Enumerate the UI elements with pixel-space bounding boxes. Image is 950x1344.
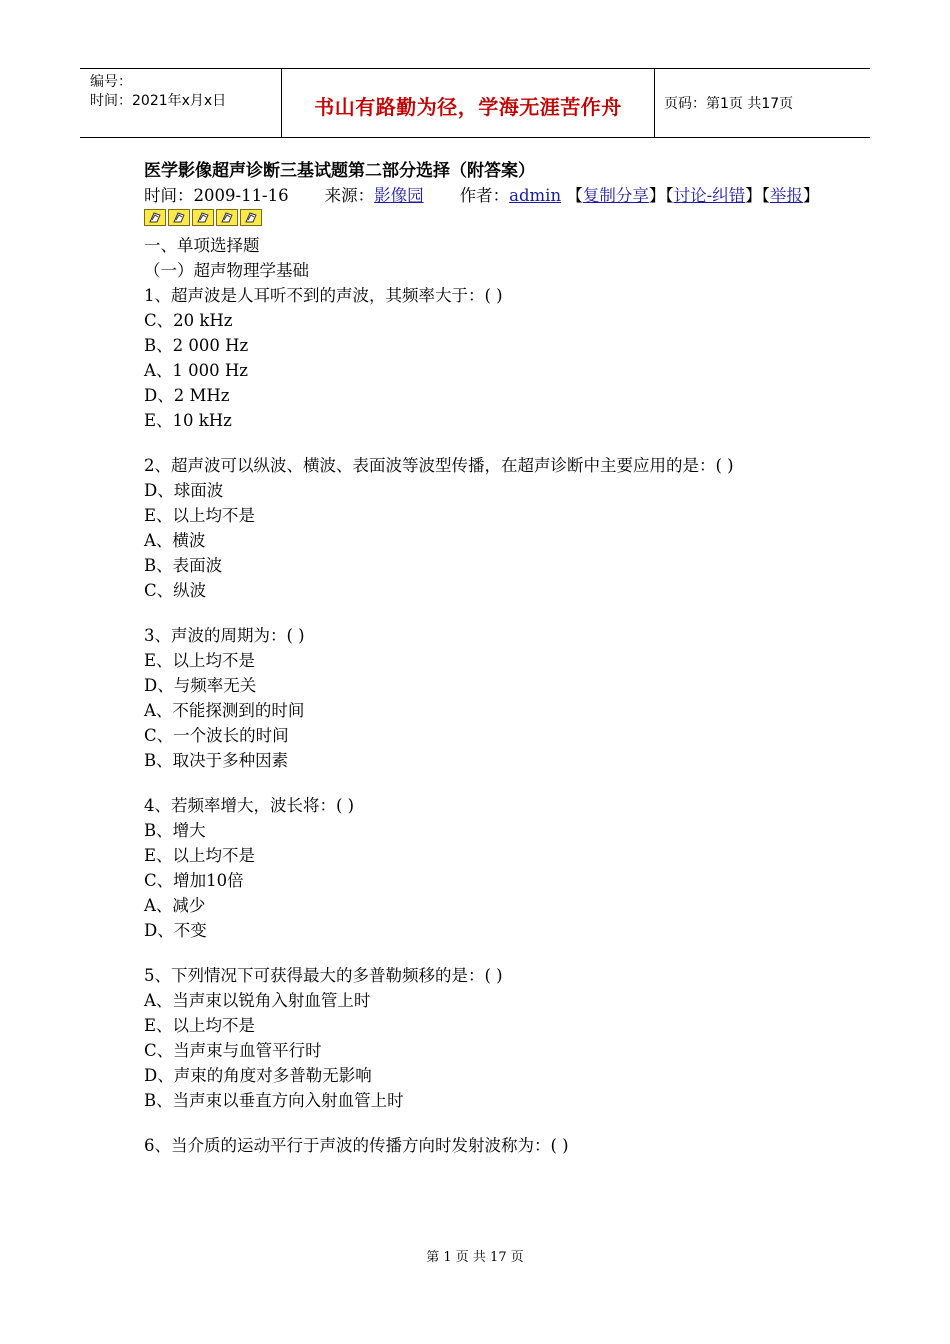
meta-author-label: 作者： xyxy=(459,186,510,205)
rating-bar xyxy=(144,209,824,228)
source-link[interactable]: 影像园 xyxy=(374,186,424,205)
answer-option: B、表面波 xyxy=(144,556,223,575)
question-text: 1、超声波是人耳听不到的声波，其频率大于：( ) xyxy=(144,286,503,305)
discuss-link[interactable]: 讨论-纠错 xyxy=(673,186,746,205)
answer-option: E、以上均不是 xyxy=(144,506,256,525)
answer-option: D、球面波 xyxy=(144,481,224,500)
answer-option: D、与频率无关 xyxy=(144,676,257,695)
answer-option: A、横波 xyxy=(144,531,206,550)
header-divider xyxy=(654,69,655,137)
meta-source-label: 来源： xyxy=(324,186,375,205)
question-text: 4、若频率增大，波长将：( ) xyxy=(144,796,355,815)
answer-option: E、以上均不是 xyxy=(144,1016,256,1035)
subsection-heading: （一）超声物理学基础 xyxy=(144,261,309,280)
time-label: 时间：2021年x月x日 xyxy=(90,93,227,109)
answer-option: D、2 MHz xyxy=(144,386,230,405)
answer-option: B、2 000 Hz xyxy=(144,336,249,355)
document-body xyxy=(144,159,824,1178)
answer-option: C、当声束与血管平行时 xyxy=(144,1041,322,1060)
question-text: 6、当介质的运动平行于声波的传播方向时发射波称为：( ) xyxy=(144,1136,569,1155)
answer-option: D、声束的角度对多普勒无影响 xyxy=(144,1066,372,1085)
header-motto: 书山有路勤为径，学海无涯苦作舟 xyxy=(314,95,622,119)
article-title: 医学影像超声诊断三基试题第二部分选择（附答案） xyxy=(144,161,535,181)
report-link[interactable]: 举报 xyxy=(769,186,803,205)
answer-option: E、10 kHz xyxy=(144,411,232,430)
answer-option: E、以上均不是 xyxy=(144,651,256,670)
section-heading: 一、单项选择题 xyxy=(144,236,260,255)
question-block xyxy=(144,793,824,943)
answer-option: A、不能探测到的时间 xyxy=(144,701,305,720)
question-text: 2、超声波可以纵波、横波、表面波等波型传播，在超声诊断中主要应用的是：( ) xyxy=(144,456,734,475)
question-block xyxy=(144,1133,824,1158)
answer-option: C、20 kHz xyxy=(144,311,233,330)
question-text: 3、声波的周期为：( ) xyxy=(144,626,305,645)
answer-option: A、1 000 Hz xyxy=(144,361,248,380)
rating-icon[interactable] xyxy=(192,209,214,226)
rating-icon[interactable] xyxy=(144,209,166,226)
answer-option: C、一个波长的时间 xyxy=(144,726,289,745)
answer-option: E、以上均不是 xyxy=(144,846,256,865)
author-link[interactable]: admin xyxy=(509,186,562,205)
question-text: 5、下列情况下可获得最大的多普勒频移的是：( ) xyxy=(144,966,503,985)
document-header xyxy=(80,68,870,138)
question-block xyxy=(144,963,824,1113)
copy-share-link[interactable]: 复制分享 xyxy=(582,186,649,205)
answer-option: B、取决于多种因素 xyxy=(144,751,289,770)
rating-icon[interactable] xyxy=(216,209,238,226)
question-block xyxy=(144,453,824,603)
answer-option: A、当声束以锐角入射血管上时 xyxy=(144,991,371,1010)
answer-option: A、减少 xyxy=(144,896,206,915)
question-list xyxy=(144,283,824,1158)
rating-icon[interactable] xyxy=(168,209,190,226)
header-left-cell xyxy=(90,73,226,111)
page-footer: 第 1 页 共 17 页 xyxy=(426,1250,524,1265)
article-meta: 时间：2009-11-16 来源：影像园 作者：admin 【复制分享】【讨论-纠错】【举报】 xyxy=(144,186,820,205)
answer-option: B、增大 xyxy=(144,821,206,840)
answer-option: B、当声束以垂直方向入射血管上时 xyxy=(144,1091,404,1110)
answer-option: C、增加10倍 xyxy=(144,871,244,890)
answer-option: C、纵波 xyxy=(144,581,207,600)
number-label: 编号： xyxy=(90,74,132,90)
answer-option: D、不变 xyxy=(144,921,207,940)
rating-icon[interactable] xyxy=(240,209,262,226)
header-page-info: 页码：第1页 共17页 xyxy=(664,96,794,112)
question-block xyxy=(144,623,824,773)
meta-time: 时间：2009-11-16 xyxy=(144,186,289,205)
question-block xyxy=(144,283,824,433)
